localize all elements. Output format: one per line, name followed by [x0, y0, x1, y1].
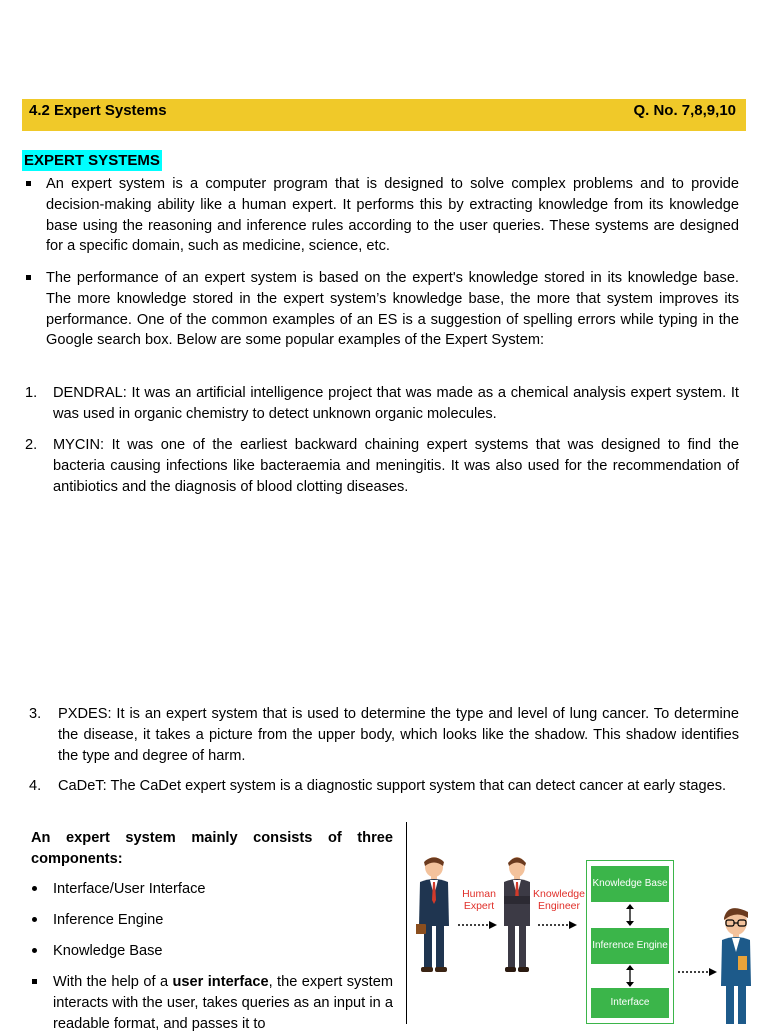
knowledge-engineer-label: Knowledge Engineer: [533, 888, 585, 912]
knowledge-base-box: Knowledge Base: [591, 866, 669, 902]
dashed-arrow-icon: [458, 920, 498, 930]
bullet-paragraph: An expert system is a computer program that is designed to solve complex problems and to provide decision-making ability like a human expert. It performs this by extracting knowledge from its knowledge base using the reasoning and inference rules according to the user queries. These systems are designed for a specific domain, such as medicine, science, etc.: [46, 176, 739, 255]
user-figure-icon: [718, 906, 754, 1024]
section-header-title: 4.2 Expert Systems: [29, 102, 167, 119]
square-bullet-icon: [26, 275, 31, 280]
list-number: 4.: [29, 778, 42, 794]
list-number: 1.: [25, 385, 38, 401]
ui-para-text: With the help of a: [53, 974, 173, 990]
double-arrow-icon: [624, 965, 636, 987]
components-heading: An expert system mainly consists of three components:: [31, 830, 393, 867]
example-item-pxdes: PXDES: It is an expert system that is used to determine the type and level of lung cancer. To determine the disease, it takes a picture from the upper body, which looks like the shadow. This shadow identifies the type and degree of harm.: [58, 706, 739, 764]
square-bullet-icon: [32, 979, 37, 984]
list-number: 3.: [29, 706, 42, 722]
list-number: 2.: [25, 437, 38, 453]
bullet-paragraph: The performance of an expert system is based on the expert's knowledge stored in its knowledge base. The more knowledge stored in the expert system’s knowledge base, the more that system improves its performance. One of the common examples of an ES is a suggestion of spelling errors while typing in the Google search box. Below are some popular examples of the Expert System:: [46, 270, 739, 349]
human-expert-figure-icon: [416, 856, 452, 974]
section-title: EXPERT SYSTEMS: [24, 152, 160, 169]
round-bullet-icon: [32, 917, 37, 922]
inference-engine-box: Inference Engine: [591, 928, 669, 964]
example-item-dendral: DENDRAL: It was an artificial intelligence project that was made as a chemical analysis expert system. It was used in organic chemistry to detect unknown organic molecules.: [53, 385, 739, 422]
square-bullet-icon: [26, 181, 31, 186]
section-header-band: [22, 99, 746, 131]
example-item-mycin: MYCIN: It was one of the earliest backward chaining expert systems that was designed to find the bacteria causing infections like bacteraemia and meningitis. It was also used for the recommendation of antibiotics and the diagnosis of blood clotting diseases.: [53, 437, 739, 495]
component-item: Interface/User Interface: [53, 881, 206, 897]
expert-system-diagram: [408, 822, 768, 1024]
dashed-arrow-icon: [678, 967, 718, 977]
human-expert-label: Human Expert: [462, 888, 496, 912]
round-bullet-icon: [32, 948, 37, 953]
ui-para-bold-term: user interface: [172, 974, 269, 990]
round-bullet-icon: [32, 886, 37, 891]
user-interface-paragraph: [53, 972, 393, 1034]
dashed-arrow-icon: [538, 920, 578, 930]
column-divider: [406, 822, 407, 1024]
interface-box: Interface: [591, 988, 669, 1018]
component-item: Knowledge Base: [53, 943, 163, 959]
double-arrow-icon: [624, 904, 636, 926]
question-reference: Q. No. 7,8,9,10: [633, 102, 736, 119]
knowledge-engineer-figure-icon: [502, 856, 532, 974]
component-item: Inference Engine: [53, 912, 164, 928]
example-item-cadet: CaDeT: The CaDet expert system is a diagnostic support system that can detect cancer at early stages.: [58, 778, 727, 794]
ui-para-text: , the expert system interacts with the user, takes queries as an input in a readable format, and passes it to: [53, 974, 393, 1032]
